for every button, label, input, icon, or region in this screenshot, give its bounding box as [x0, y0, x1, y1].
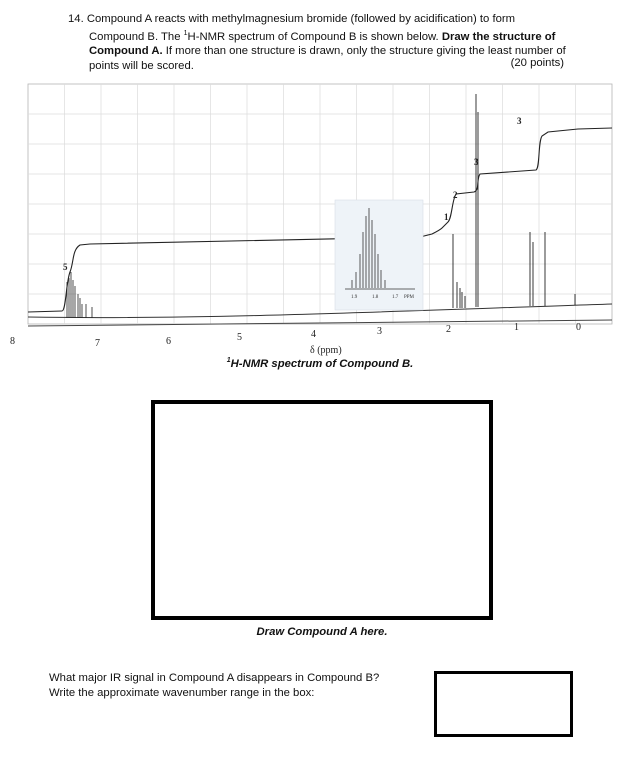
inset-tick-2: 1.8 [372, 295, 379, 300]
ir-line-1: What major IR signal in Compound A disappears in Compound B? [49, 672, 380, 684]
q2-pre: Compound B. The [89, 30, 184, 43]
tick-2: 2 [446, 324, 451, 335]
integral-label-3b: 3 [517, 116, 522, 126]
question-line-1: 14. Compound A reacts with methylmagnesium bromide (followed by acidification) to form [68, 13, 516, 25]
q2-sup: 1 [183, 29, 188, 37]
tick-8: 8 [10, 336, 15, 347]
tick-5: 5 [237, 332, 242, 343]
inset-tick-1: 1.9 [351, 295, 358, 300]
integral-label-1: 1 [444, 212, 449, 222]
tick-1: 1 [514, 322, 519, 333]
caption-text: H-NMR spectrum of Compound B. [230, 357, 414, 370]
inset-tick-3: 1.7 [392, 295, 399, 300]
aromatic-peaks [67, 272, 92, 318]
q2-bold: Draw the structure of [441, 30, 556, 43]
points-label: (20 points) [510, 56, 564, 69]
tick-0: 0 [576, 322, 581, 333]
grid-lines [28, 84, 612, 324]
tick-3: 3 [377, 326, 382, 337]
q3-bold: Compound A. [89, 44, 163, 57]
axis-title: δ (ppm) [310, 345, 342, 356]
caption-sup: 1 [226, 357, 231, 364]
question-line-2 [68, 27, 598, 44]
nmr-spectrum [0, 82, 634, 382]
ir-answer-box[interactable] [434, 671, 573, 737]
integral-label-5: 5 [63, 262, 68, 272]
question-text [68, 12, 598, 73]
tick-4: 4 [311, 329, 316, 340]
ir-question [49, 671, 419, 700]
tick-7: 7 [95, 338, 100, 349]
aliphatic-peaks [453, 94, 575, 308]
spectrum-caption [200, 357, 440, 370]
integral-label-3a: 3 [474, 157, 479, 167]
question-line-4: points will be scored. [89, 59, 194, 72]
ir-line-2: Write the approximate wavenumber range in the box: [49, 686, 315, 699]
q3-post: If more than one structure is drawn, only the structure giving the least number of [162, 44, 566, 57]
integral-label-2: 2 [453, 190, 458, 200]
draw-box-caption: Draw Compound A here. [256, 626, 388, 638]
q2-post: H-NMR spectrum of Compound B is shown below. [187, 30, 442, 43]
inset-tick-4: PPM [404, 295, 415, 300]
inset-spectrum [335, 200, 423, 310]
draw-compound-box[interactable] [151, 400, 493, 620]
tick-6: 6 [166, 336, 171, 347]
